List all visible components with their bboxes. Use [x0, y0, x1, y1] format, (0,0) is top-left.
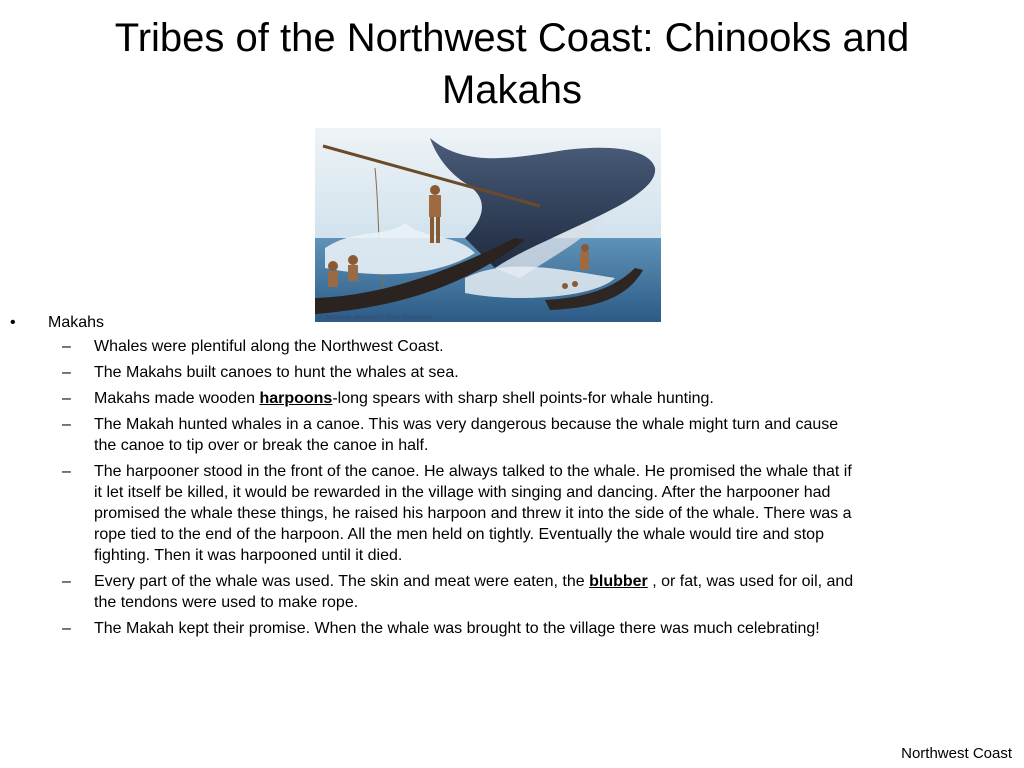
list-item	[0, 336, 854, 357]
list-item	[0, 571, 854, 613]
list-item	[0, 362, 854, 383]
point-text-after: , or fat, was used for oil, and the tendons were used to make rope.	[94, 573, 854, 611]
point-text: The harpooner stood in the front of the canoe. He always talked to the whale. He promised the whale that if it let itself be killed, it would be rewarded in the village with singing and dancing. After the harpooner had promised the whale these things, he raised his harpoon and threw it into the side of the whale. There was a rope tied to the end of the harpoon. All the men held on tightly. Eventually the whale would tire and stop fighting. Then it was harpooned until it died.	[94, 463, 852, 564]
slide-body	[0, 310, 1024, 644]
list-item	[0, 618, 854, 639]
point-text: The Makah hunted whales in a canoe. This was very dangerous because the whale might turn and cause the canoe to tip over or break the canoe in half.	[94, 416, 839, 454]
sub-bullet-list	[0, 336, 1024, 639]
dash-marker: –	[62, 390, 71, 407]
whale-hunt-scene	[315, 128, 661, 322]
main-bullet-label: Makahs	[48, 314, 105, 331]
point-text-after: -long spears with sharp shell points-for whale hunting.	[332, 390, 714, 407]
dash-marker: –	[62, 620, 71, 637]
point-text: The Makahs built canoes to hunt the whales at sea.	[94, 364, 459, 381]
bullet-marker: •	[10, 314, 16, 331]
dash-marker: –	[62, 573, 71, 590]
point-text-before: Every part of the whale was used. The skin and meat were eaten, the	[94, 573, 590, 590]
dash-marker: –	[62, 364, 71, 381]
point-text: The Makah kept their promise. When the whale was brought to the village there was much celebrating!	[94, 620, 820, 637]
point-text-before: Makahs made wooden	[94, 390, 260, 407]
list-item	[0, 414, 854, 456]
slide-footer: Northwest Coast	[901, 745, 1012, 762]
main-bullet	[0, 312, 1024, 336]
dash-marker: –	[62, 416, 71, 433]
whale-hunt-illustration	[315, 128, 661, 322]
image-caption: A harpooner prepares to throw his weapon	[319, 315, 433, 321]
dash-marker: –	[62, 338, 71, 355]
term-blubber: blubber	[589, 573, 648, 590]
term-harpoons: harpoons	[259, 390, 333, 407]
point-text: Whales were plentiful along the Northwest Coast.	[94, 338, 444, 355]
list-item	[0, 461, 854, 566]
list-item	[0, 388, 854, 409]
dash-marker: –	[62, 463, 71, 480]
slide-title: Tribes of the Northwest Coast: Chinooks and Makahs	[114, 16, 910, 112]
